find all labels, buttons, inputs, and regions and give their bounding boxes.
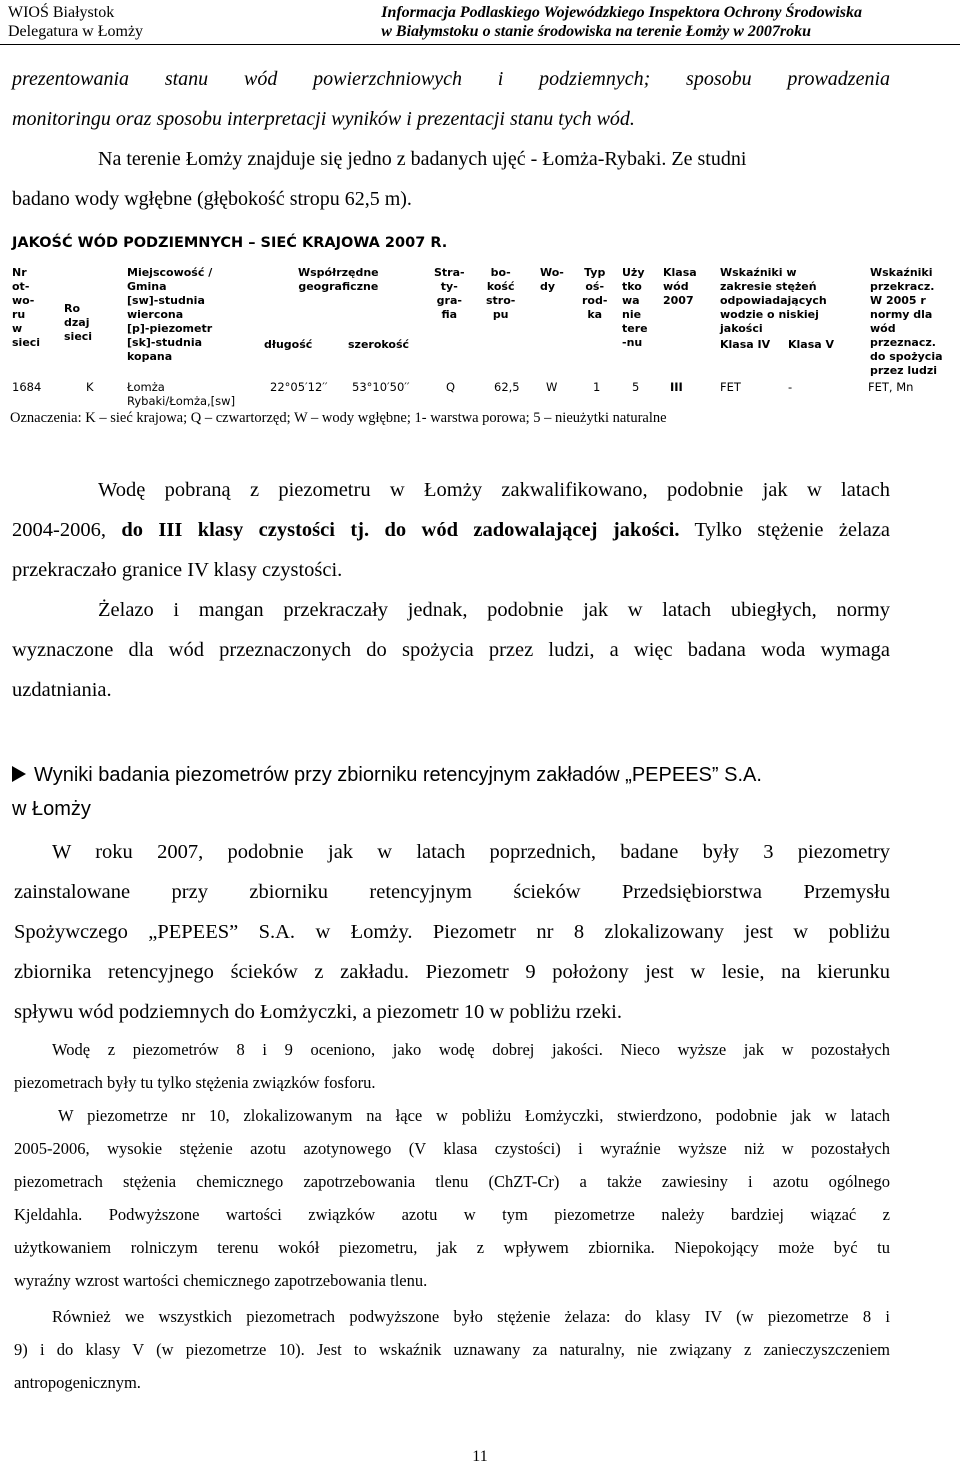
para6-line3: antropogenicznym. xyxy=(14,1373,141,1392)
para6-line2: 9) i do klasy V (w piezometrze 10). Jest to wskaźnik uznawany za naturalny, nie związany z zanieczyszczeniem xyxy=(14,1340,890,1359)
cell-nr: 1684 xyxy=(12,380,42,394)
header-left xyxy=(8,3,143,41)
header-divider xyxy=(0,44,960,45)
cell-glebokosc: 62,5 xyxy=(494,380,520,394)
para3-line4: zbiornika retencyjnego ścieków z zakładu. Piezometr 9 położony jest w lesie, na kierunku xyxy=(14,961,890,983)
para3-line2: zainstalowane przy zbiorniku retencyjnym ścieków Przedsiębiorstwa Przemysłu xyxy=(14,881,890,903)
header-delegation: Delegatura w Łomży xyxy=(8,23,144,40)
th-klasa-v: Klasa V xyxy=(788,338,835,351)
para1-line3: przekraczało granice IV klasy czystości. xyxy=(12,559,343,581)
results-heading-line1: Wyniki badania piezometrów przy zbiorniku retencyjnym zakładów „PEPEES” S.A. xyxy=(34,764,762,786)
th-uzytkowanie: Uży tko wa nie tere -nu xyxy=(622,266,648,349)
th-dlugosc: długość xyxy=(264,338,313,351)
paragraph-3 xyxy=(14,832,890,1032)
cell-typ: 1 xyxy=(593,380,601,394)
intro-line-2: monitoringu oraz sposobu interpretacji wyników i prezentacji stanu tych wód. xyxy=(12,108,635,130)
para3-line3: Spożywczego „PEPEES” S.A. w Łomży. Piezometr nr 8 zlokalizowany jest w pobliżu xyxy=(14,921,890,943)
th-miejscowosc: Miejscowość / Gmina [sw]-studnia wiercona [p]-piezometr [sk]-studnia kopana xyxy=(127,266,213,363)
page-number: 11 xyxy=(472,1448,488,1465)
th-rodzaj: Ro dzaj sieci xyxy=(64,302,93,343)
cell-szerokosc: 53°10′50′′ xyxy=(352,380,410,394)
th-wskazniki: Wskaźniki w zakresie stężeń odpowiadających wodzie o niskiej jakości xyxy=(720,266,827,335)
paragraph-1 xyxy=(12,470,890,590)
header-title-line2: w Białymstoku o stanie środowiska na terenie Łomży w 2007roku xyxy=(381,23,812,40)
para5-line1: W piezometrze nr 10, zlokalizowanym na łące w pobliżu Łomżyczki, stwierdzono, podobnie jak w latach xyxy=(58,1106,890,1125)
th-wody: Wo- dy xyxy=(540,266,564,293)
para4-line1: Wodę z piezometrów 8 i 9 oceniono, jako wodę dobrej jakości. Nieco wyższe jak w pozostałych xyxy=(52,1040,890,1059)
para2-line1: Żelazo i mangan przekraczały jednak, podobnie jak w latach ubiegłych, normy xyxy=(98,599,890,621)
table-legend: Oznaczenia: K – sieć krajowa; Q – czwartorzęd; W – wody wgłębne; 1- warstwa porowa; 5 – nieużytki naturalne xyxy=(10,410,667,426)
paragraph-6 xyxy=(14,1300,890,1399)
para5-line3: piezometrach stężenia chemicznego zapotrzebowania tlenu (ChZT-Cr) a także zawiesiny i azotu ogólnego xyxy=(14,1172,890,1191)
cell-klasa: III xyxy=(670,380,683,394)
th-przekroczenia: Wskaźniki przekracz. W 2005 r normy dla wód przeznacz. do spożycia przez ludzi xyxy=(870,266,943,377)
header-right xyxy=(381,3,862,41)
th-typ: Typ oś- rod- ka xyxy=(582,266,608,321)
paragraph-4 xyxy=(14,1033,890,1099)
cell-rodzaj: K xyxy=(86,380,94,394)
cell-uzytkowanie: 5 xyxy=(632,380,640,394)
cell-stratygrafia: Q xyxy=(446,380,456,394)
page-header xyxy=(0,0,960,44)
results-heading-line2: w Łomży xyxy=(12,798,91,820)
para2-line2: wyznaczone dla wód przeznaczonych do spożycia przez ludzi, a więc badana woda wymaga xyxy=(12,639,890,661)
cell-wody: W xyxy=(546,380,558,394)
section-title: JAKOŚĆ WÓD PODZIEMNYCH – SIEĆ KRAJOWA 2007 R. xyxy=(12,235,448,251)
para4-line2: piezometrach były tu tylko stężenia związków fosforu. xyxy=(14,1073,376,1092)
para5-line6: wyraźny wzrost wartości chemicznego zapotrzebowania tlenu. xyxy=(14,1271,428,1290)
cell-klasa-v: - xyxy=(788,380,793,394)
para2-line3: uzdatniania. xyxy=(12,679,112,701)
para5-line5: użytkowaniem rolniczym terenu wokół piezometru, jak z wpływem zbiornika. Niepokojący może być tu xyxy=(14,1238,890,1257)
intro-line-3: Na terenie Łomży znajduje się jedno z badanych ujęć - Łomża-Rybaki. Ze studni xyxy=(98,148,747,170)
para1-bold-class: do III klasy czystości tj. do wód zadowalającej jakości. xyxy=(121,519,680,541)
para6-line1: Również we wszystkich piezometrach podwyższone było stężenie żelaza: do klasy IV (w piezometrze 8 i xyxy=(52,1307,890,1326)
paragraph-2 xyxy=(12,590,890,710)
th-szerokosc: szerokość xyxy=(348,338,410,351)
header-title-line1: Informacja Podlaskiego Wojewódzkiego Inspektora Ochrony Środowiska xyxy=(381,4,862,21)
para3-line5: spływu wód podziemnych do Łomżyczki, a piezometr 10 w pobliżu rzeki. xyxy=(14,1001,623,1023)
para5-line2: 2005-2006, wysokie stężenie azotu azotynowego (V klasa czystości) i wyraźnie wyższe niż w pozostałych xyxy=(14,1139,890,1158)
header-institution: WIOŚ Białystok xyxy=(8,4,115,21)
arrow-right-icon xyxy=(12,766,26,782)
cell-przekroczenia: FET, Mn xyxy=(868,380,914,394)
th-stratygrafia: Stra- ty- gra- fia xyxy=(434,266,465,321)
para1-years: 2004-2006, xyxy=(12,519,122,541)
cell-klasa-iv: FET xyxy=(720,380,741,394)
results-heading xyxy=(12,758,762,826)
th-klasa: Klasa wód 2007 xyxy=(663,266,697,307)
cell-miejscowosc: Łomża Rybaki/Łomża,[sw] xyxy=(127,380,236,408)
intro-line-1: prezentowania stanu wód powierzchniowych i podziemnych; sposobu prowadzenia xyxy=(12,68,890,90)
paragraph-5 xyxy=(14,1099,890,1297)
para1-tail: Tylko stężenie żelaza xyxy=(679,519,891,541)
para1-line1: Wodę pobraną z piezometru w Łomży zakwalifikowano, podobnie jak w latach xyxy=(98,479,890,501)
para5-line4: Kjeldahla. Podwyższone wartości związków azotu w tym piezometrze należy bardziej wiązać z xyxy=(14,1205,890,1224)
para3-line1: W roku 2007, podobnie jak w latach poprzednich, badane były 3 piezometry xyxy=(52,841,890,863)
cell-dlugosc: 22°05′12′′ xyxy=(270,380,328,394)
th-nr: Nr ot- wo- ru w sieci xyxy=(12,266,41,349)
intro-line-4: badano wody wgłębne (głębokość stropu 62,5 m). xyxy=(12,188,412,210)
para1-line2 xyxy=(12,510,890,550)
th-glebokosc: bo- kość stro- pu xyxy=(486,266,516,321)
th-klasa-iv: Klasa IV xyxy=(720,338,771,351)
th-wspolrzedne: Współrzędne geograficzne xyxy=(298,266,379,293)
